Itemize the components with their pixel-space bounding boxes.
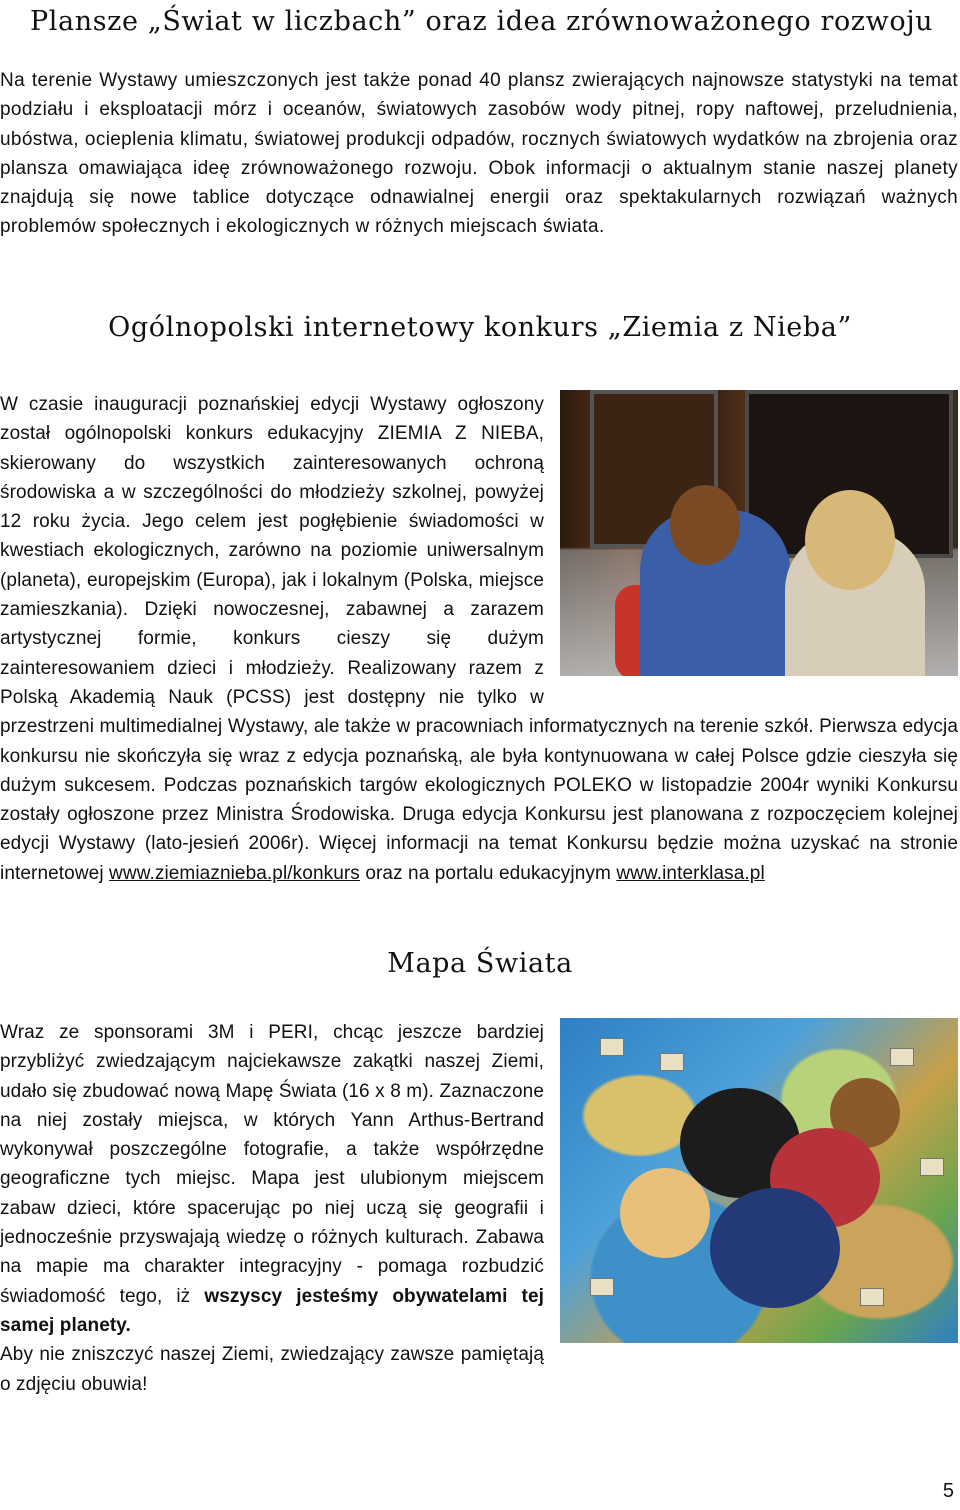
konkurs-text-between: oraz na portalu edukacyjnym <box>365 862 611 884</box>
mapa-last-line: Aby nie zniszczyć naszej Ziemi, zwiedzający zawsze pamiętają o zdjęciu obuwia! <box>0 1344 544 1395</box>
section-title-konkurs: Ogólnopolski internetowy konkurs „Ziemia z Nieba” <box>108 312 852 343</box>
link-interklasa[interactable]: www.interklasa.pl <box>616 862 765 884</box>
paragraph-plansze: Na terenie Wystawy umieszczonych jest także ponad 40 plansz zwierających najnowsze statystyki na temat podziału i eksploatacji mórz i oceanów, światowych zasobów wody pitnej, ropy naftowej, przeludnienia, ubóstwa, ocieplenia klimatu, światowej produkcji odpadów, rocznych światowych wydatków na zbrojenia oraz plansza omawiająca ideę zrównoważonego rozwoju. Obok informacji o aktualnym stanie naszej planety znajdują się nowe tablice dotyczące odnawialnej energii oraz spektakularnych rozwiązań ważnych problemów społecznych i ekologicznych w różnych miejscach świata. <box>0 70 958 238</box>
link-ziemiaznieba[interactable]: www.ziemiaznieba.pl/konkurs <box>109 862 360 884</box>
section-title-plansze: Plansze „Świat w liczbach” oraz idea zrównoważonego rozwoju <box>30 6 934 37</box>
mapa-bold-text: wszyscy jesteśmy obywatelami tej samej planety. <box>0 1285 544 1336</box>
section-title-mapa: Mapa Świata <box>387 948 573 979</box>
konkurs-text: W czasie inauguracji poznańskiej edycji Wystawy ogłoszony został ogólnopolski konkurs edukacyjny ZIEMIA Z NIEBA, skierowany do wszystkich zainteresowanych ochroną środowiska a w szczególności do młodzieży szkolnej, powyżej 12 roku życia. Jego celem jest pogłębienie świadomości w kwestiach ekologicznych, zarówno na poziomie uniwersalnym (planeta), europejskim (Europa), jak i lokalnym (Polska, miejsce zamieszkania). Dzięki nowoczesnej, zabawnej a zarazem artystycznej formie, konkurs cieszy się dużym zainteresowaniem dzieci i młodzieży. Realizowany razem z Polską Akademią Nauk (PCSS) jest dostępny nie tylko w przestrzeni multimedialnej Wystawy, ale także w pracowniach informatycznych na terenie szkół. Pierwsza edycja konkursu nie skończyła się wraz z edycja poznańską, ale była kontynuowana w całej Polsce gdzie cieszyła się dużym sukcesem. Podczas poznańskich targów ekologicznych POLEKO w listopadzie 2004r wyniki Konkursu zostały ogłoszone przez Ministra Środowiska. Druga edycja Konkursu jest planowana z rozpoczęciem kolejnej edycji Wystawy (lato-jesień 2006r). Więcej informacji na temat Konkursu będzie można uzyskać na stronie internetowej <box>0 394 958 884</box>
page-number: 5 <box>942 1480 954 1502</box>
photo-children-on-map <box>560 1018 958 1343</box>
photo-girls-at-exhibition <box>560 390 958 676</box>
mapa-text: Wraz ze sponsorami 3M i PERI, chcąc jeszcze bardziej przybliżyć zwiedzającym najciekawsze zakątki naszej Ziemi, udało się zbudować nową Mapę Świata (16 x 8 m). Zaznaczone na niej zostały miejsca, w których Yann Arthus-Bertrand wykonywał poszczególne fotografie, a także współrzędne geograficzne tych miejsc. Mapa jest ulubionym miejscem zabaw dzieci, które spacerując po niej uczą się geografii i jednocześnie przyswajają wiedzę o różnych kulturach. Zabawa na mapie ma charakter integracyjny - pomaga rozbudzić świadomość tego, iż <box>0 1022 544 1307</box>
paragraph-mapa <box>0 1018 958 1399</box>
paragraph-konkurs <box>0 390 958 888</box>
